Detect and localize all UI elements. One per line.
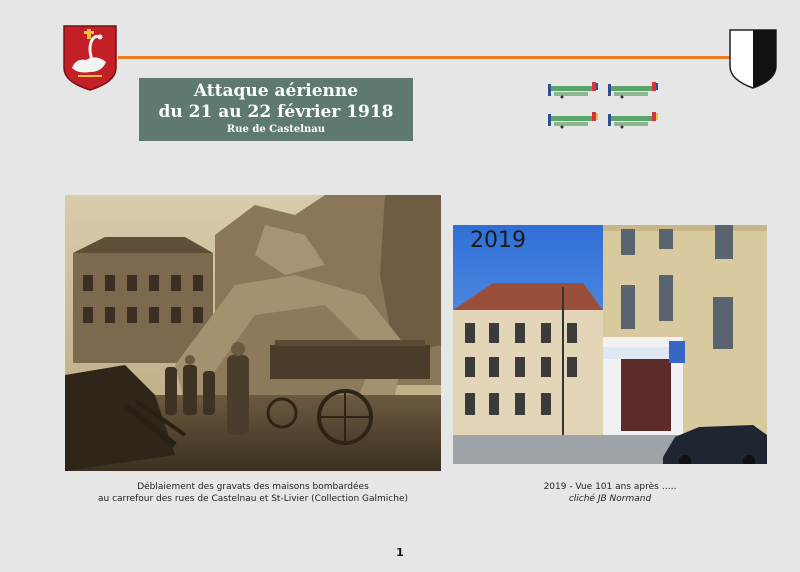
page-subtitle: Rue de Castelnau [226, 124, 326, 135]
page-title: Attaque aérienne [193, 81, 359, 101]
biplane-icon [548, 112, 598, 129]
left-photo-caption [90, 481, 416, 505]
right-caption-line1: 2019 - Vue 101 ans après ….. [543, 482, 677, 492]
biplane-icon [608, 82, 658, 99]
biplane-icon [608, 112, 658, 129]
header-rule [118, 56, 730, 59]
black-white-shield-icon [728, 28, 778, 90]
right-caption-credit: cliché JB Normand [568, 494, 652, 504]
biplanes-illustration [548, 78, 662, 134]
modern-photo-street [453, 225, 767, 464]
page-date: du 21 au 22 février 1918 [158, 102, 394, 122]
title-block [139, 78, 413, 141]
left-caption-line1: Déblaiement des gravats des maisons bombardées [137, 482, 369, 492]
biplane-icon [548, 82, 598, 99]
photo-year-label: 2019 [470, 228, 526, 253]
right-photo-caption [520, 481, 700, 505]
left-caption-line2: au carrefour des rues de Castelnau et St-Livier (Collection Galmiche) [97, 494, 408, 504]
coat-of-arms-swan-icon [62, 24, 118, 92]
page-number: 1 [396, 546, 404, 559]
historical-photo-ruins [65, 195, 441, 471]
